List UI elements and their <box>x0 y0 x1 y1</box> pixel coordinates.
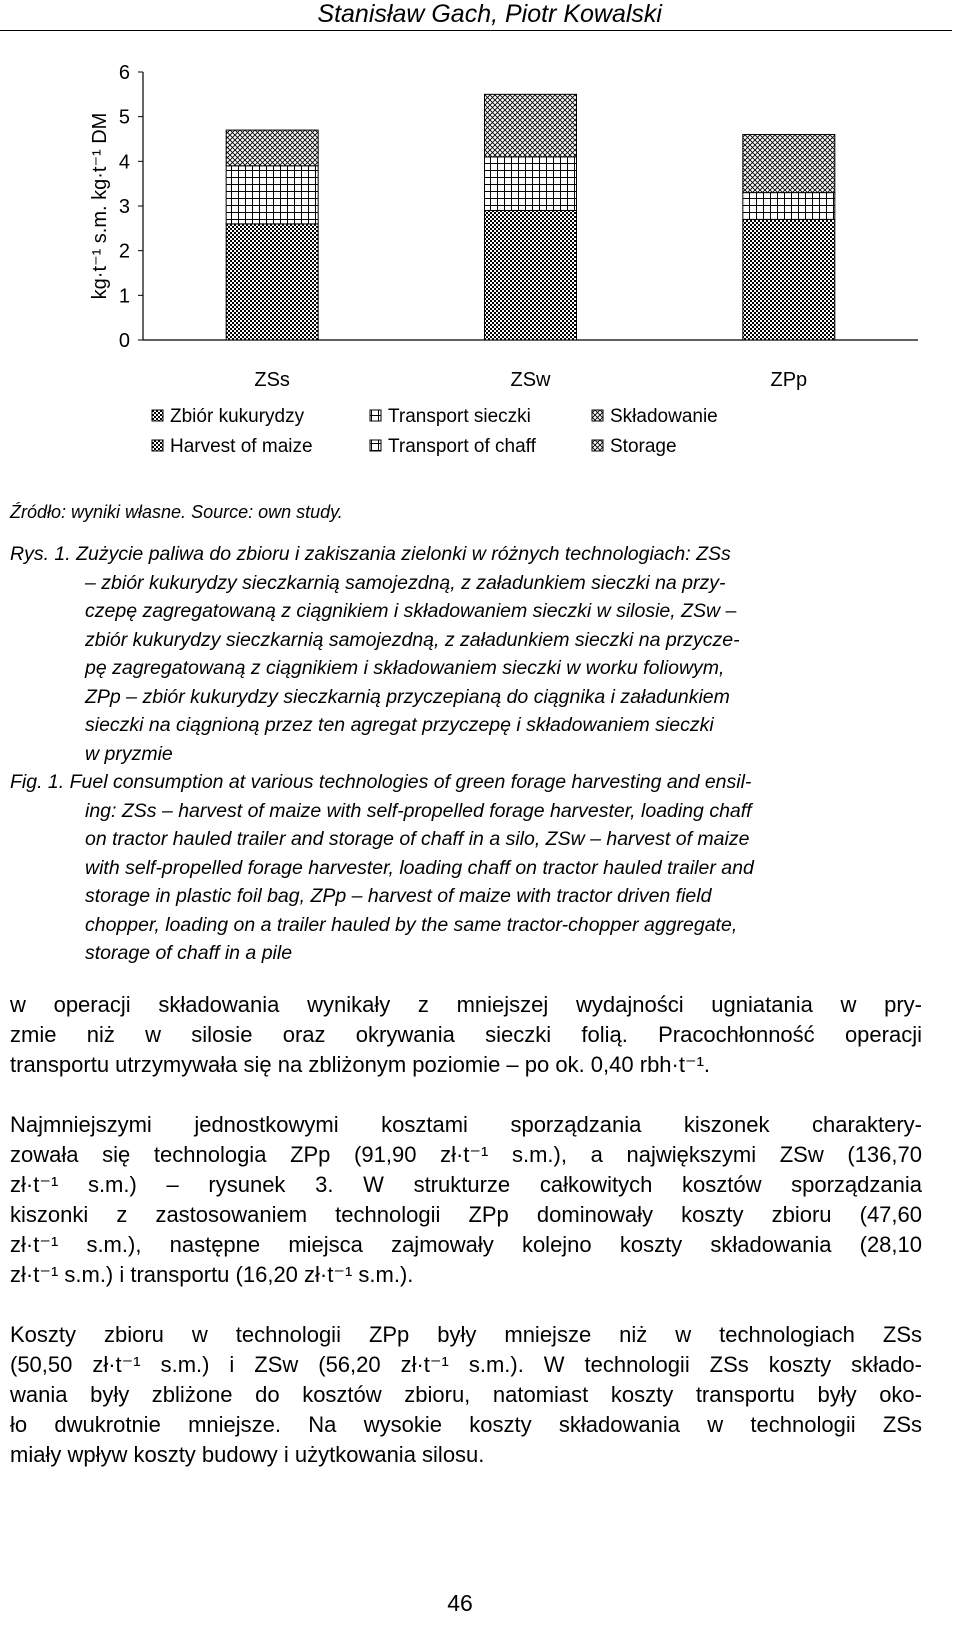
y-tick-label: 6 <box>118 62 130 84</box>
legend-swatch <box>592 440 603 451</box>
text-line: Najmniejszymi jednostkowymi kosztami sporządzania kiszonek charaktery- <box>10 1112 922 1137</box>
caption-line: Rys. 1. Zużycie paliwa do zbioru i zakiszania zielonki w różnych technologiach: ZSs <box>10 543 731 565</box>
y-tick-label: 3 <box>118 196 130 218</box>
caption-line: sieczki na ciągnioną przez ten agregat przyczepę i składowaniem sieczki <box>85 714 714 736</box>
text-line: zmie niż w silosie oraz okrywania sieczki folią. Pracochłonność operacji <box>10 1022 922 1047</box>
y-tick-label: 0 <box>118 330 130 352</box>
y-tick-label: 2 <box>118 240 130 263</box>
legend-swatch <box>152 410 163 421</box>
caption-line: ZPp – zbiór kukurydzy sieczkarnią przyczepianą do ciągnika i załadunkiem <box>85 685 730 708</box>
legend-label-en: Transport of chaff <box>388 436 536 457</box>
text-line: w operacji składowania wynikały z mniejszej wydajności ugniatania w pry- <box>10 992 922 1017</box>
paragraph-2 <box>10 1110 922 1290</box>
paragraph-1 <box>10 990 922 1080</box>
legend-swatch <box>370 410 381 421</box>
caption-line: pę zagregatowaną z ciągnikiem i składowaniem sieczki w worku foliowym, <box>85 657 725 679</box>
caption-line: ing: ZSs – harvest of maize with self-propelled forage harvester, loading chaff <box>85 799 752 822</box>
legend-label-pl: Transport sieczki <box>388 406 531 427</box>
text-line: wania były zbliżone do kosztów zbioru, natomiast koszty transportu były oko- <box>10 1382 922 1407</box>
legend-label-en: Harvest of maize <box>170 436 313 457</box>
figure-caption-en <box>10 768 922 968</box>
caption-line: zbiór kukurydzy sieczkarnią samojezdną, z załadunkiem sieczki na przycze- <box>85 628 740 651</box>
text-line: zł·t⁻¹ s.m.) – rysunek 3. W strukturze całkowitych kosztów sporządzania <box>10 1172 922 1197</box>
caption-line: storage in plastic foil bag, ZPp – harvest of maize with tractor driven field <box>85 885 712 907</box>
text-line: (50,50 zł·t⁻¹ s.m.) i ZSw (56,20 zł·t⁻¹ s.m.). W technologii ZSs koszty składo- <box>10 1352 922 1377</box>
text-line: Koszty zbioru w technologii ZPp były mniejsze niż w technologiach ZSs <box>10 1322 922 1347</box>
legend-label-en: Storage <box>610 436 677 457</box>
bar-segment <box>485 157 577 211</box>
bar-segment <box>226 130 318 166</box>
legend-swatch <box>152 440 163 451</box>
legend-swatch <box>370 440 381 451</box>
text-line: transportu utrzymywała się na zbliżonym poziomie – po ok. 0,40 rbh·t⁻¹. <box>10 1052 711 1077</box>
header-authors: Stanisław Gach, Piotr Kowalski <box>317 0 662 28</box>
bar-segment <box>743 135 835 193</box>
text-line: kiszonki z zastosowaniem technologii ZPp dominowały koszty zbioru (47,60 <box>10 1202 922 1227</box>
running-header <box>0 0 952 31</box>
y-axis-label: kg·t⁻¹ s.m. kg·t⁻¹ DM <box>89 112 111 300</box>
caption-line: czepę zagregatowaną z ciągnikiem i składowaniem sieczki w silosie, ZSw – <box>85 600 737 622</box>
x-category-label: ZPp <box>770 369 808 391</box>
y-tick-label: 5 <box>118 106 130 129</box>
x-category-label: ZSw <box>510 369 551 391</box>
caption-line: – zbiór kukurydzy sieczkarnią samojezdną, z załadunkiem sieczki na przy- <box>85 571 726 594</box>
legend-label-pl: Składowanie <box>610 406 718 427</box>
y-tick-label: 4 <box>118 151 130 174</box>
bar-segment <box>226 224 318 340</box>
caption-line: on tractor hauled trailer and storage of chaff in a silo, ZSw – harvest of maize <box>85 828 750 850</box>
y-tick-label: 1 <box>118 285 130 308</box>
bar-segment <box>743 193 835 220</box>
text-line: miały wpływ koszty budowy i użytkowania silosu. <box>10 1442 485 1467</box>
text-line: ło dwukrotnie mniejsze. Na wysokie koszty składowania w technologii ZSs <box>10 1412 922 1437</box>
bar-segment <box>226 166 318 224</box>
text-line: zowała się technologia ZPp (91,90 zł·t⁻¹ s.m.), a największymi ZSw (136,70 <box>10 1142 922 1167</box>
caption-line: chopper, loading on a trailer hauled by the same tractor-chopper aggregate, <box>85 913 738 936</box>
bar-segment <box>485 210 577 340</box>
caption-line: with self-propelled forage harvester, loading chaff on tractor hauled trailer and <box>85 856 754 879</box>
caption-line: Fig. 1. Fuel consumption at various technologies of green forage harvesting and ensil- <box>10 771 752 793</box>
x-category-label: ZSs <box>254 369 290 391</box>
text-line: zł·t⁻¹ s.m.), następne miejsca zajmowały kolejno koszty składowania (28,10 <box>10 1232 922 1257</box>
legend-label-pl: Zbiór kukurydzy <box>170 406 305 427</box>
fuel-consumption-chart <box>0 30 960 500</box>
legend-swatch <box>592 410 603 421</box>
figure-caption-pl <box>10 540 922 768</box>
text-line: zł·t⁻¹ s.m.) i transportu (16,20 zł·t⁻¹ s.m.). <box>10 1262 414 1287</box>
figure-source: Źródło: wyniki własne. Source: own study. <box>10 502 343 522</box>
caption-line: storage of chaff in a pile <box>85 942 293 964</box>
bar-segment <box>743 219 835 340</box>
chart-legend <box>152 406 718 457</box>
paragraph-3 <box>10 1320 922 1470</box>
bar-segment <box>485 94 577 157</box>
chart-bars <box>226 94 835 391</box>
page-number: 46 <box>447 1590 473 1616</box>
caption-line: w pryzmie <box>85 742 173 765</box>
